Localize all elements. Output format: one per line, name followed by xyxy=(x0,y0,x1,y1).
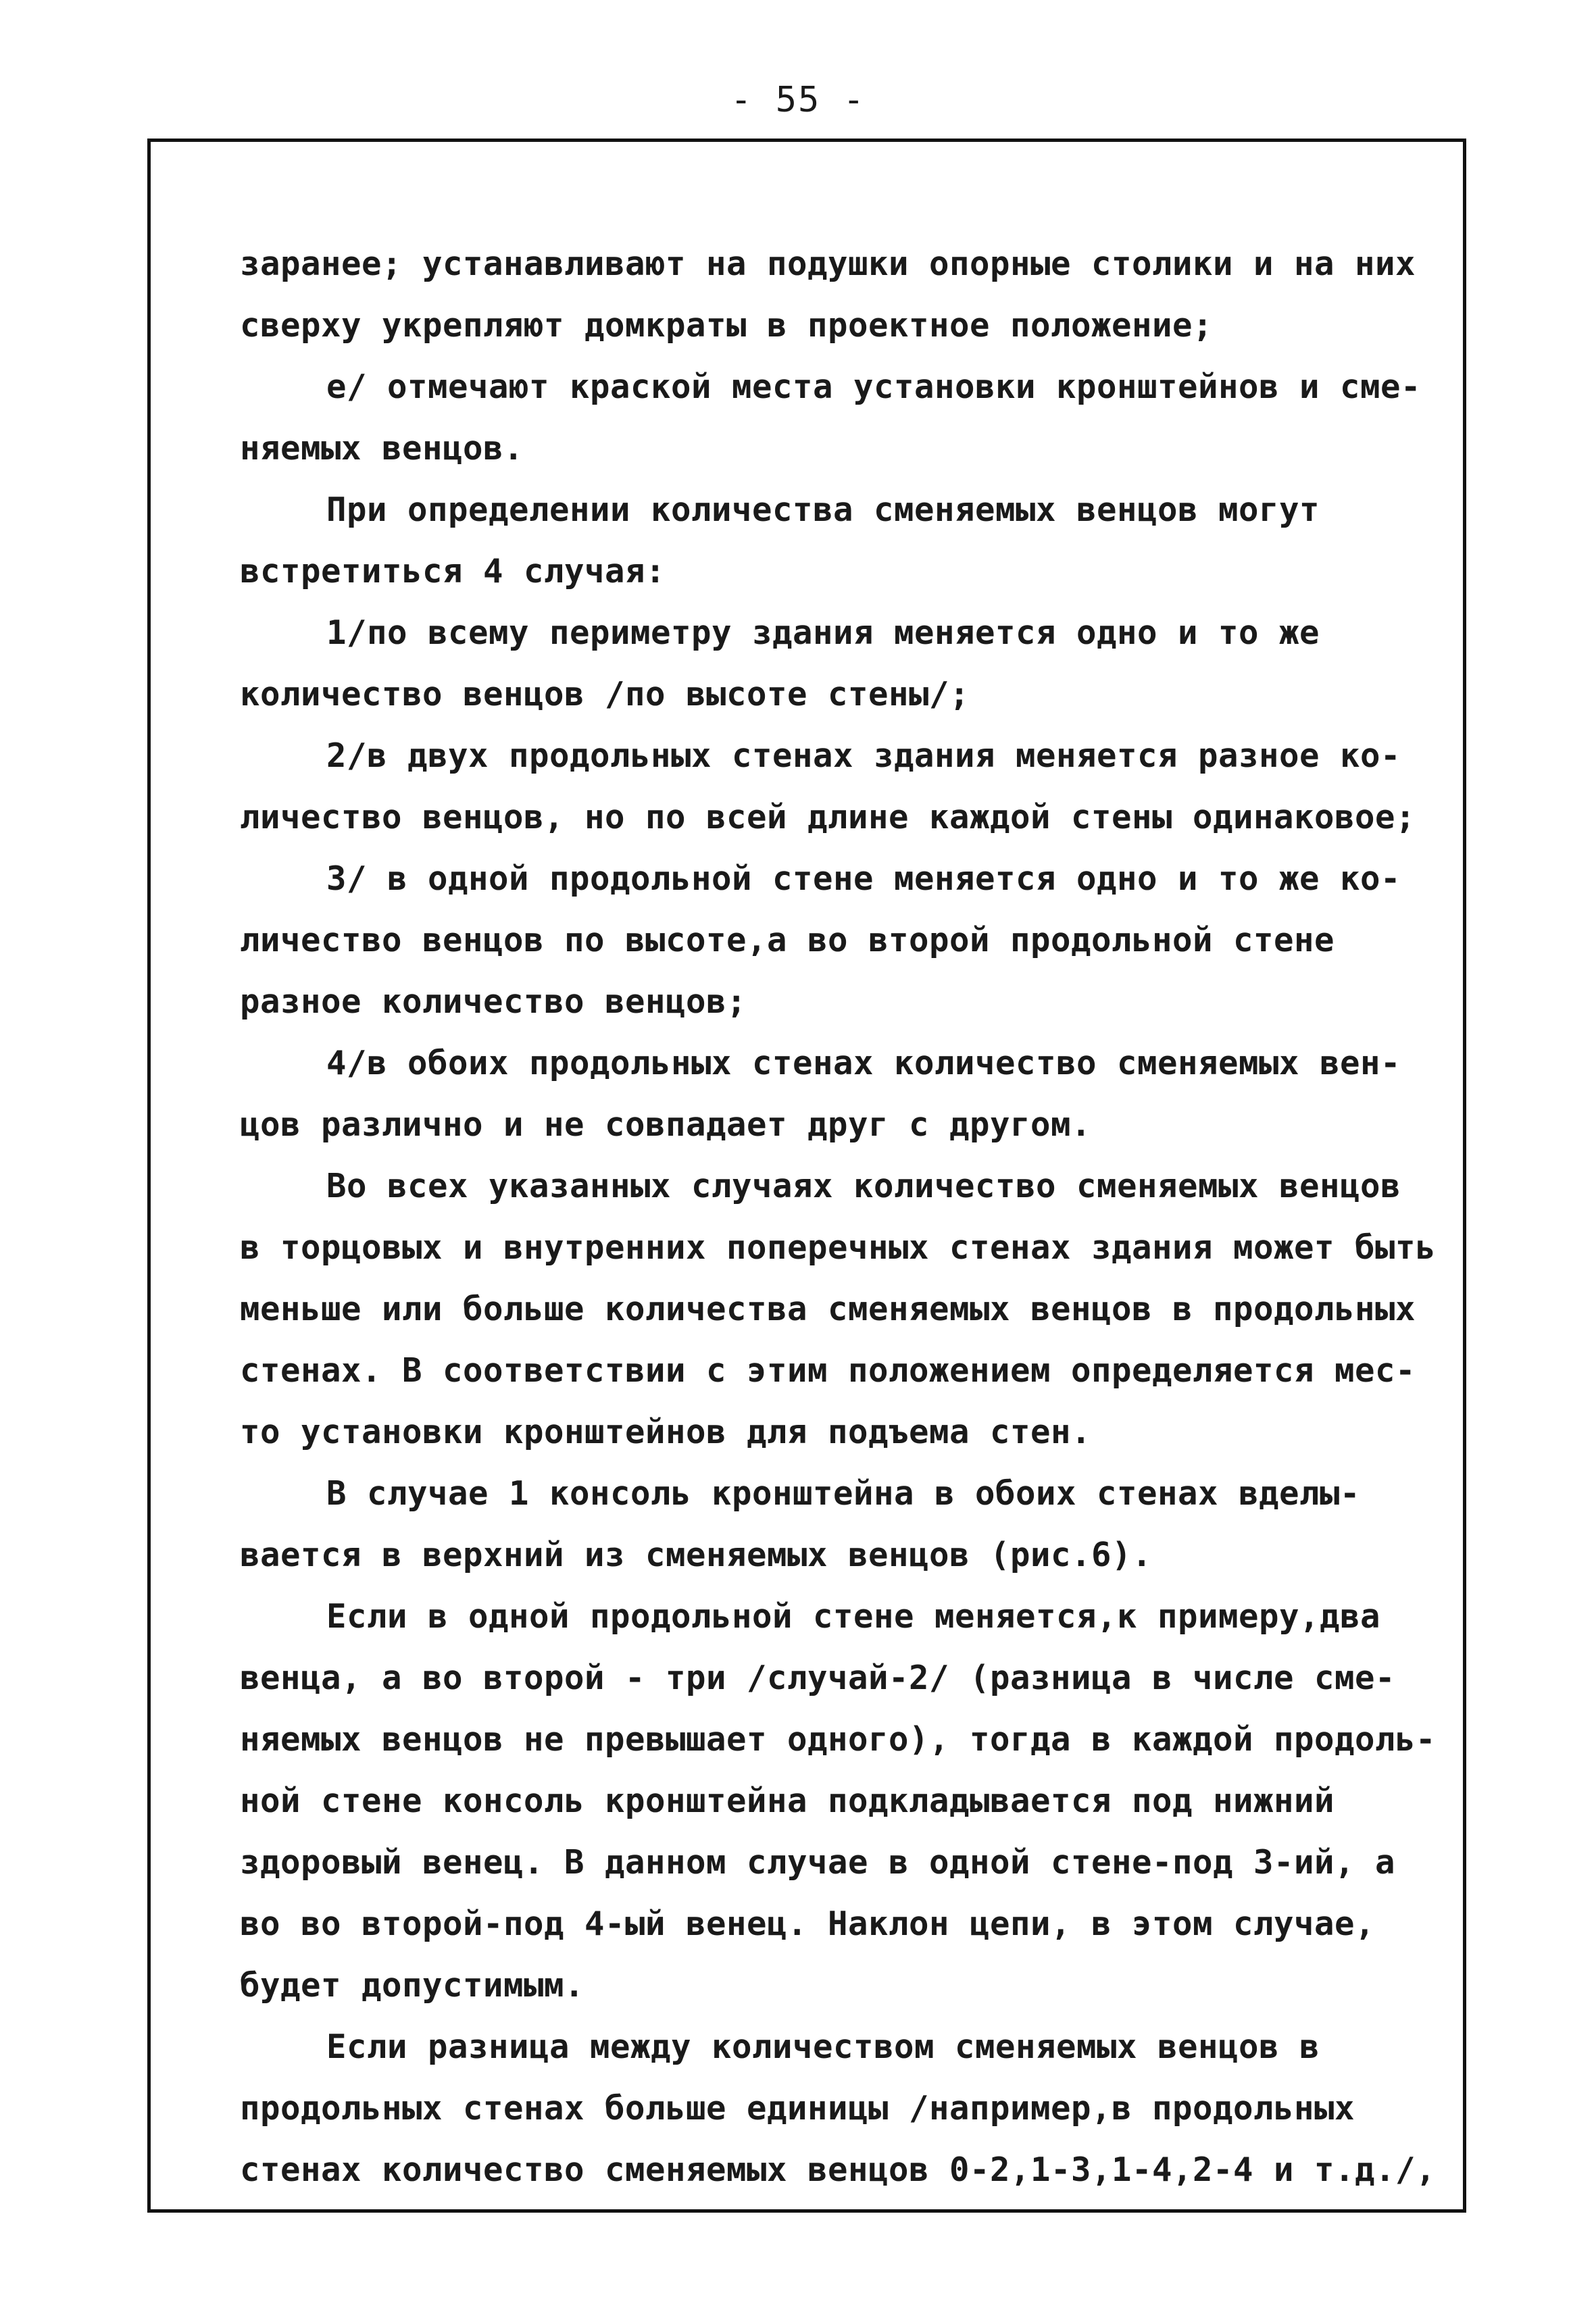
text-line: цов различно и не совпадает друг с другом. xyxy=(240,1105,1092,1144)
text-line: 4/в обоих продольных стенах количество сменяемых вен- xyxy=(326,1044,1401,1082)
text-line: личество венцов, но по всей длине каждой стены одинаковое; xyxy=(240,798,1416,836)
text-line: стенах. В соответствии с этим положением определяется мес- xyxy=(240,1351,1416,1390)
text-line: в торцовых и внутренних поперечных стенах здания может быть xyxy=(240,1228,1437,1267)
text-line: В случае 1 консоль кронштейна в обоих стенах вделы- xyxy=(326,1474,1361,1513)
text-line: Если разница между количеством сменяемых венцов в xyxy=(326,2028,1320,2066)
text-line: ной стене консоль кронштейна подкладывается под нижний xyxy=(240,1782,1335,1820)
text-line: во во второй-под 4-ый венец. Наклон цепи, в этом случае, xyxy=(240,1905,1376,1943)
text-line: разное количество венцов; xyxy=(240,982,747,1021)
text-line: При определении количества сменяемых венцов могут xyxy=(326,491,1320,529)
text-line: венца, а во второй - три /случай-2/ (разница в числе сме- xyxy=(240,1659,1396,1697)
text-line: здоровый венец. В данном случае в одной стене-под 3-ий, а xyxy=(240,1843,1396,1882)
text-line: будет допустимым. xyxy=(240,1966,585,2005)
text-line: меньше или больше количества сменяемых венцов в продольных xyxy=(240,1290,1416,1328)
text-line: 1/по всему периметру здания меняется одно и то же xyxy=(326,613,1320,652)
text-line: встретиться 4 случая: xyxy=(240,552,666,590)
text-line: личество венцов по высоте,а во второй продольной стене xyxy=(240,921,1335,959)
text-line: няемых венцов. xyxy=(240,429,524,468)
text-line: Во всех указанных случаях количество сменяемых венцов xyxy=(326,1167,1401,1205)
text-line: количество венцов /по высоте стены/; xyxy=(240,675,970,713)
text-line: 2/в двух продольных стенах здания меняется разное ко- xyxy=(326,736,1401,775)
text-line: е/ отмечают краской места установки кронштейнов и сме- xyxy=(326,368,1422,406)
text-line: вается в верхний из сменяемых венцов (рис.6). xyxy=(240,1536,1153,1574)
page-number: - 55 - xyxy=(730,80,866,120)
text-line: сверху укрепляют домкраты в проектное положение; xyxy=(240,306,1214,345)
text-line: няемых венцов не превышает одного), тогда в каждой продоль- xyxy=(240,1720,1437,1759)
body-text xyxy=(240,233,1446,2200)
text-line: продольных стенах больше единицы /например,в продольных xyxy=(240,2089,1355,2128)
text-line: то установки кронштейнов для подъема стен. xyxy=(240,1413,1092,1451)
text-line: заранее; устанавливают на подушки опорные столики и на них xyxy=(240,245,1416,283)
text-line: стенах количество сменяемых венцов 0-2,1-3,1-4,2-4 и т.д./, xyxy=(240,2150,1437,2189)
text-line: Если в одной продольной стене меняется,к примеру,два xyxy=(326,1597,1381,1636)
text-line: 3/ в одной продольной стене меняется одно и то же ко- xyxy=(326,859,1401,898)
